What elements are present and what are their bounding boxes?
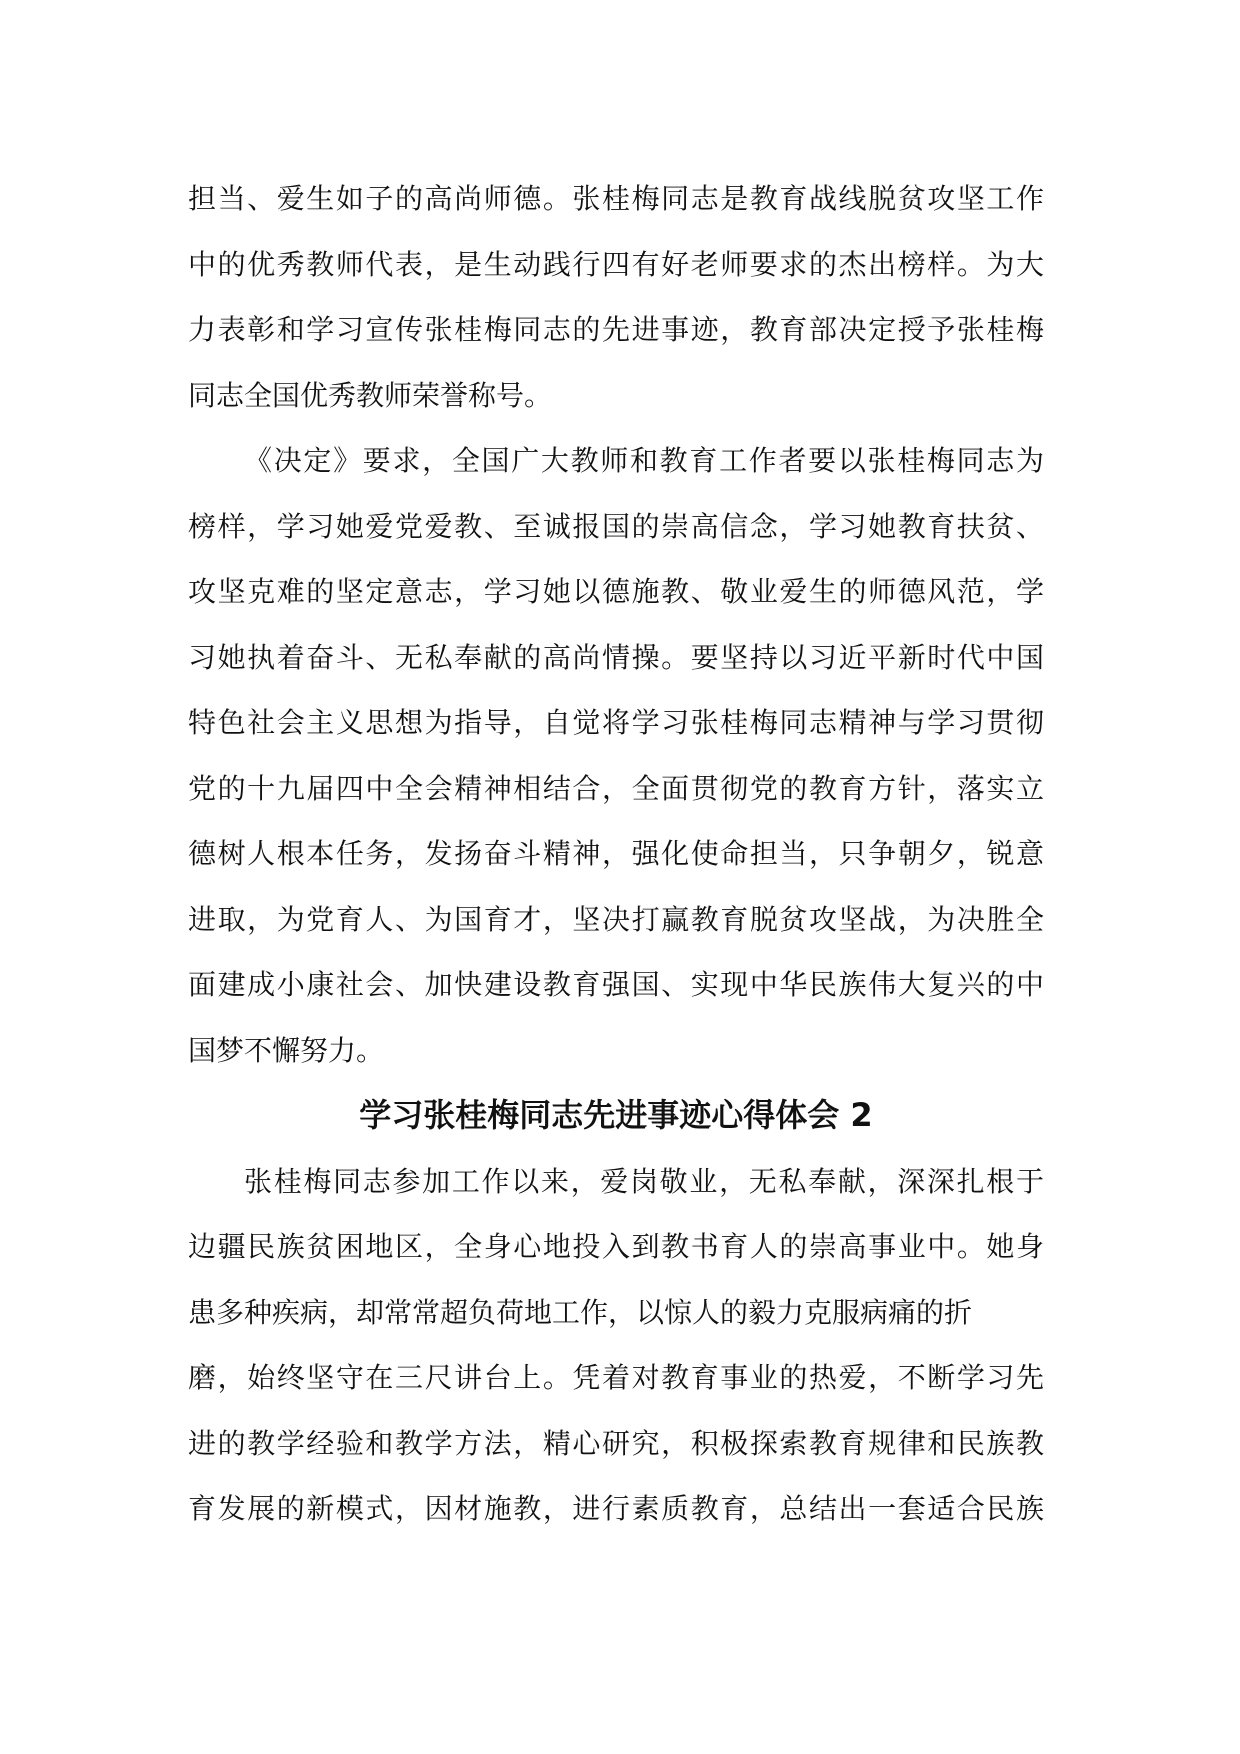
paragraph-line: 同志全国优秀教师荣誉称号。 <box>188 378 553 412</box>
paragraph-line: 特色社会主义思想为指导，自觉将学习张桂梅同志精神与学习贯彻 <box>188 706 1044 739</box>
paragraph-2 <box>188 428 1044 1083</box>
paragraph-line: 进取，为党育人、为国育才，坚决打赢教育脱贫攻坚战，为决胜全 <box>188 902 1044 936</box>
paragraph-line: 张桂梅同志参加工作以来，爱岗敬业，无私奉献，深深扎根于 <box>244 1164 1044 1198</box>
paragraph-line: 攻坚克难的坚定意志，学习她以德施教、敬业爱生的师德风范，学 <box>188 575 1044 608</box>
paragraph-line: 边疆民族贫困地区，全身心地投入到教书育人的崇高事业中。她身 <box>188 1230 1044 1263</box>
paragraph-line: 中的优秀教师代表，是生动践行四有好老师要求的杰出榜样。为大 <box>188 247 1044 281</box>
paragraph-line: 国梦不懈努力。 <box>188 1033 385 1067</box>
section-heading: 学习张桂梅同志先进事迹心得体会 2 <box>359 1096 873 1134</box>
paragraph-line: 榜样，学习她爱党爱教、至诚报国的崇高信念，学习她教育扶贫、 <box>188 509 1044 543</box>
paragraph-line: 育发展的新模式，因材施教，进行素质教育，总结出一套适合民族 <box>188 1492 1044 1525</box>
paragraph-line: 党的十九届四中全会精神相结合，全面贯彻党的教育方针，落实立 <box>188 771 1044 805</box>
paragraph-3 <box>188 1149 1044 1542</box>
paragraph-line: 患多种疾病，却常常超负荷地工作，以惊人的毅力克服病痛的折 <box>188 1295 973 1329</box>
document-body <box>188 166 1044 1542</box>
paragraph-line: 进的教学经验和教学方法，精心研究，积极探索教育规律和民族教 <box>188 1426 1044 1460</box>
paragraph-line: 德树人根本任务，发扬奋斗精神，强化使命担当，只争朝夕，锐意 <box>188 837 1044 870</box>
paragraph-line: 面建成小康社会、加快建设教育强国、实现中华民族伟大复兴的中 <box>188 968 1044 1001</box>
paragraph-line: 力表彰和学习宣传张桂梅同志的先进事迹，教育部决定授予张桂梅 <box>188 313 1044 346</box>
paragraph-line: 磨，始终坚守在三尺讲台上。凭着对教育事业的热爱，不断学习先 <box>188 1361 1044 1394</box>
paragraph-1 <box>188 166 1044 428</box>
paragraph-line: 担当、爱生如子的高尚师德。张桂梅同志是教育战线脱贫攻坚工作 <box>188 182 1044 215</box>
paragraph-line: 《决定》要求，全国广大教师和教育工作者要以张桂梅同志为 <box>244 444 1044 477</box>
paragraph-line: 习她执着奋斗、无私奉献的高尚情操。要坚持以习近平新时代中国 <box>188 640 1044 674</box>
